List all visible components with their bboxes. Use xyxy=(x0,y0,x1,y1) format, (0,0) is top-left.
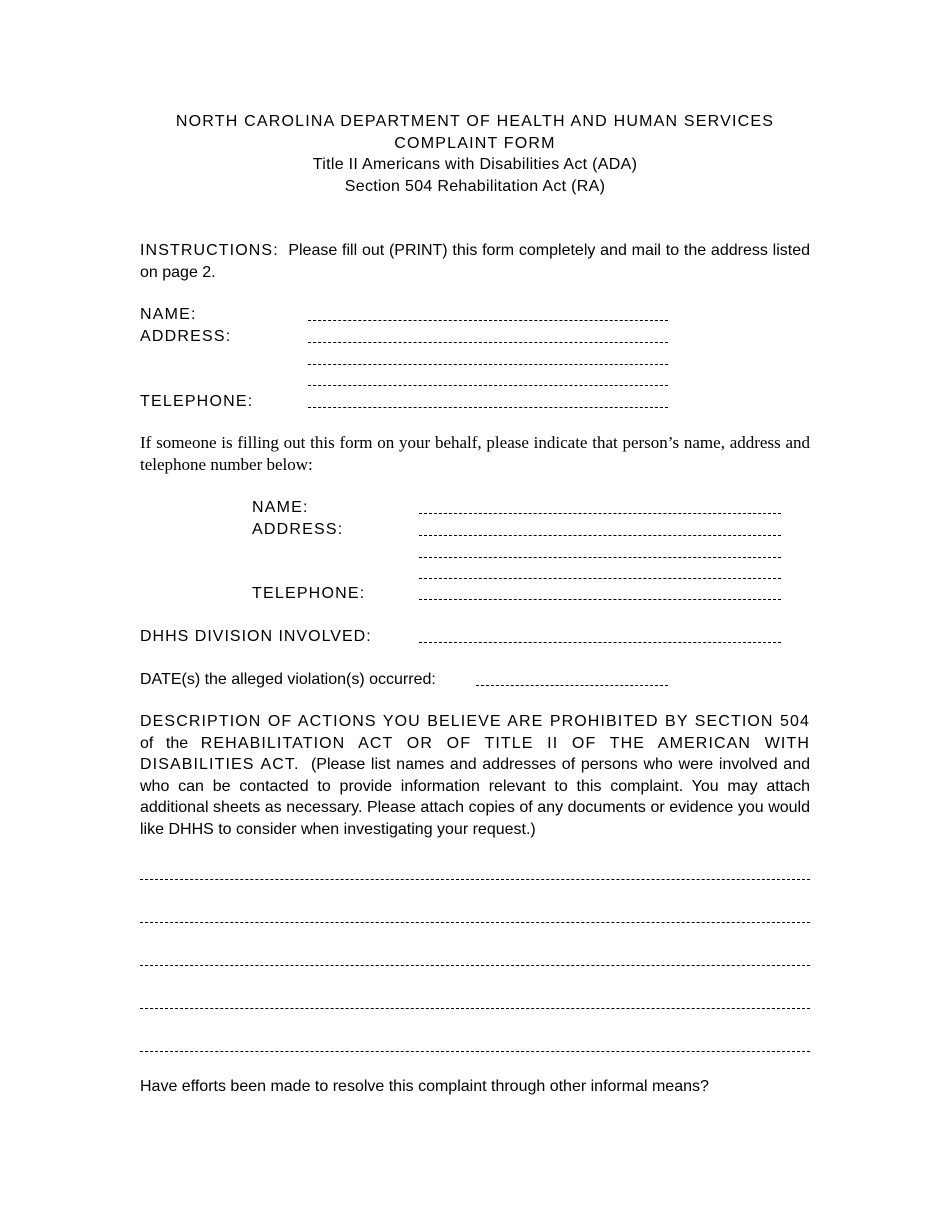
description-line-4[interactable] xyxy=(140,1008,810,1009)
complainant-address-row-3 xyxy=(140,369,670,391)
complainant-address-field-2[interactable] xyxy=(308,364,668,365)
dates-field[interactable] xyxy=(476,685,668,686)
description-caps-1: DESCRIPTION OF ACTIONS YOU BELIEVE ARE PROHIBITED BY SECTION 504 xyxy=(140,713,810,730)
complainant-address-field-1[interactable] xyxy=(308,342,668,343)
complainant-telephone-row xyxy=(140,391,670,413)
department-title: NORTH CAROLINA DEPARTMENT OF HEALTH AND HUMAN SERVICES xyxy=(175,113,775,130)
behalf-name-field[interactable] xyxy=(419,513,781,514)
division-row xyxy=(140,626,785,648)
complainant-address-field-3[interactable] xyxy=(308,385,668,386)
division-field[interactable] xyxy=(419,642,781,643)
behalf-address-field-2[interactable] xyxy=(419,557,781,558)
behalf-telephone-field[interactable] xyxy=(419,599,781,600)
dates-row xyxy=(140,669,670,691)
complainant-name-row xyxy=(140,304,670,326)
description-line-5[interactable] xyxy=(140,1051,810,1052)
behalf-telephone-row xyxy=(252,583,782,605)
instructions-label: INSTRUCTIONS: xyxy=(140,242,279,259)
complainant-telephone-field[interactable] xyxy=(308,407,668,408)
behalf-name-row xyxy=(252,497,782,519)
complainant-name-label: NAME: xyxy=(140,306,197,323)
complainant-telephone-label: TELEPHONE: xyxy=(140,393,254,410)
informal-question-text: Have efforts been made to resolve this complaint through other informal means? xyxy=(140,1078,709,1095)
behalf-address-field-1[interactable] xyxy=(419,535,781,536)
behalf-telephone-label: TELEPHONE: xyxy=(252,585,366,602)
behalf-address-row-2 xyxy=(252,541,782,563)
behalf-name-label: NAME: xyxy=(252,499,309,516)
complainant-name-field[interactable] xyxy=(308,320,668,321)
description-instructions xyxy=(140,711,810,840)
description-of-the: of the xyxy=(140,734,189,752)
complainant-address-label: ADDRESS: xyxy=(140,328,232,345)
complainant-address-row xyxy=(140,326,670,348)
ada-title: Title II Americans with Disabilities Act (ADA) xyxy=(312,156,638,173)
behalf-address-row xyxy=(252,519,782,541)
instructions-text: Please fill out (PRINT) this form completely and mail to the address listed on page 2. xyxy=(140,242,810,281)
division-label: DHHS DIVISION INVOLVED: xyxy=(140,628,372,645)
behalf-instructions xyxy=(140,432,810,475)
instructions xyxy=(140,240,810,283)
description-text: (Please list names and addresses of persons who were involved and who can be contacted to provide information relevant to this complaint. You may attach additional sheets as necessary. Please attach copies of any documents or evidence you would like DHHS to consider when investigating your request.) xyxy=(140,756,810,838)
behalf-address-label: ADDRESS: xyxy=(252,521,344,538)
behalf-address-row-3 xyxy=(252,562,782,584)
complainant-address-row-2 xyxy=(140,348,670,370)
description-caps-2: REHABILITATION ACT OR OF TITLE II OF THE AMERICAN WITH DISABILITIES ACT. xyxy=(140,734,811,773)
behalf-text: If someone is filling out this form on your behalf, please indicate that person’s name, address and telephone number below: xyxy=(140,433,810,474)
dates-label: DATE(s) the alleged violation(s) occurred: xyxy=(140,671,436,688)
form-header xyxy=(0,111,950,197)
form-title: COMPLAINT FORM xyxy=(394,134,556,152)
description-line-3[interactable] xyxy=(140,965,810,966)
description-line-2[interactable] xyxy=(140,922,810,923)
informal-question xyxy=(140,1076,810,1098)
behalf-address-field-3[interactable] xyxy=(419,578,781,579)
description-line-1[interactable] xyxy=(140,879,810,880)
ra-title: Section 504 Rehabilitation Act (RA) xyxy=(344,177,606,195)
